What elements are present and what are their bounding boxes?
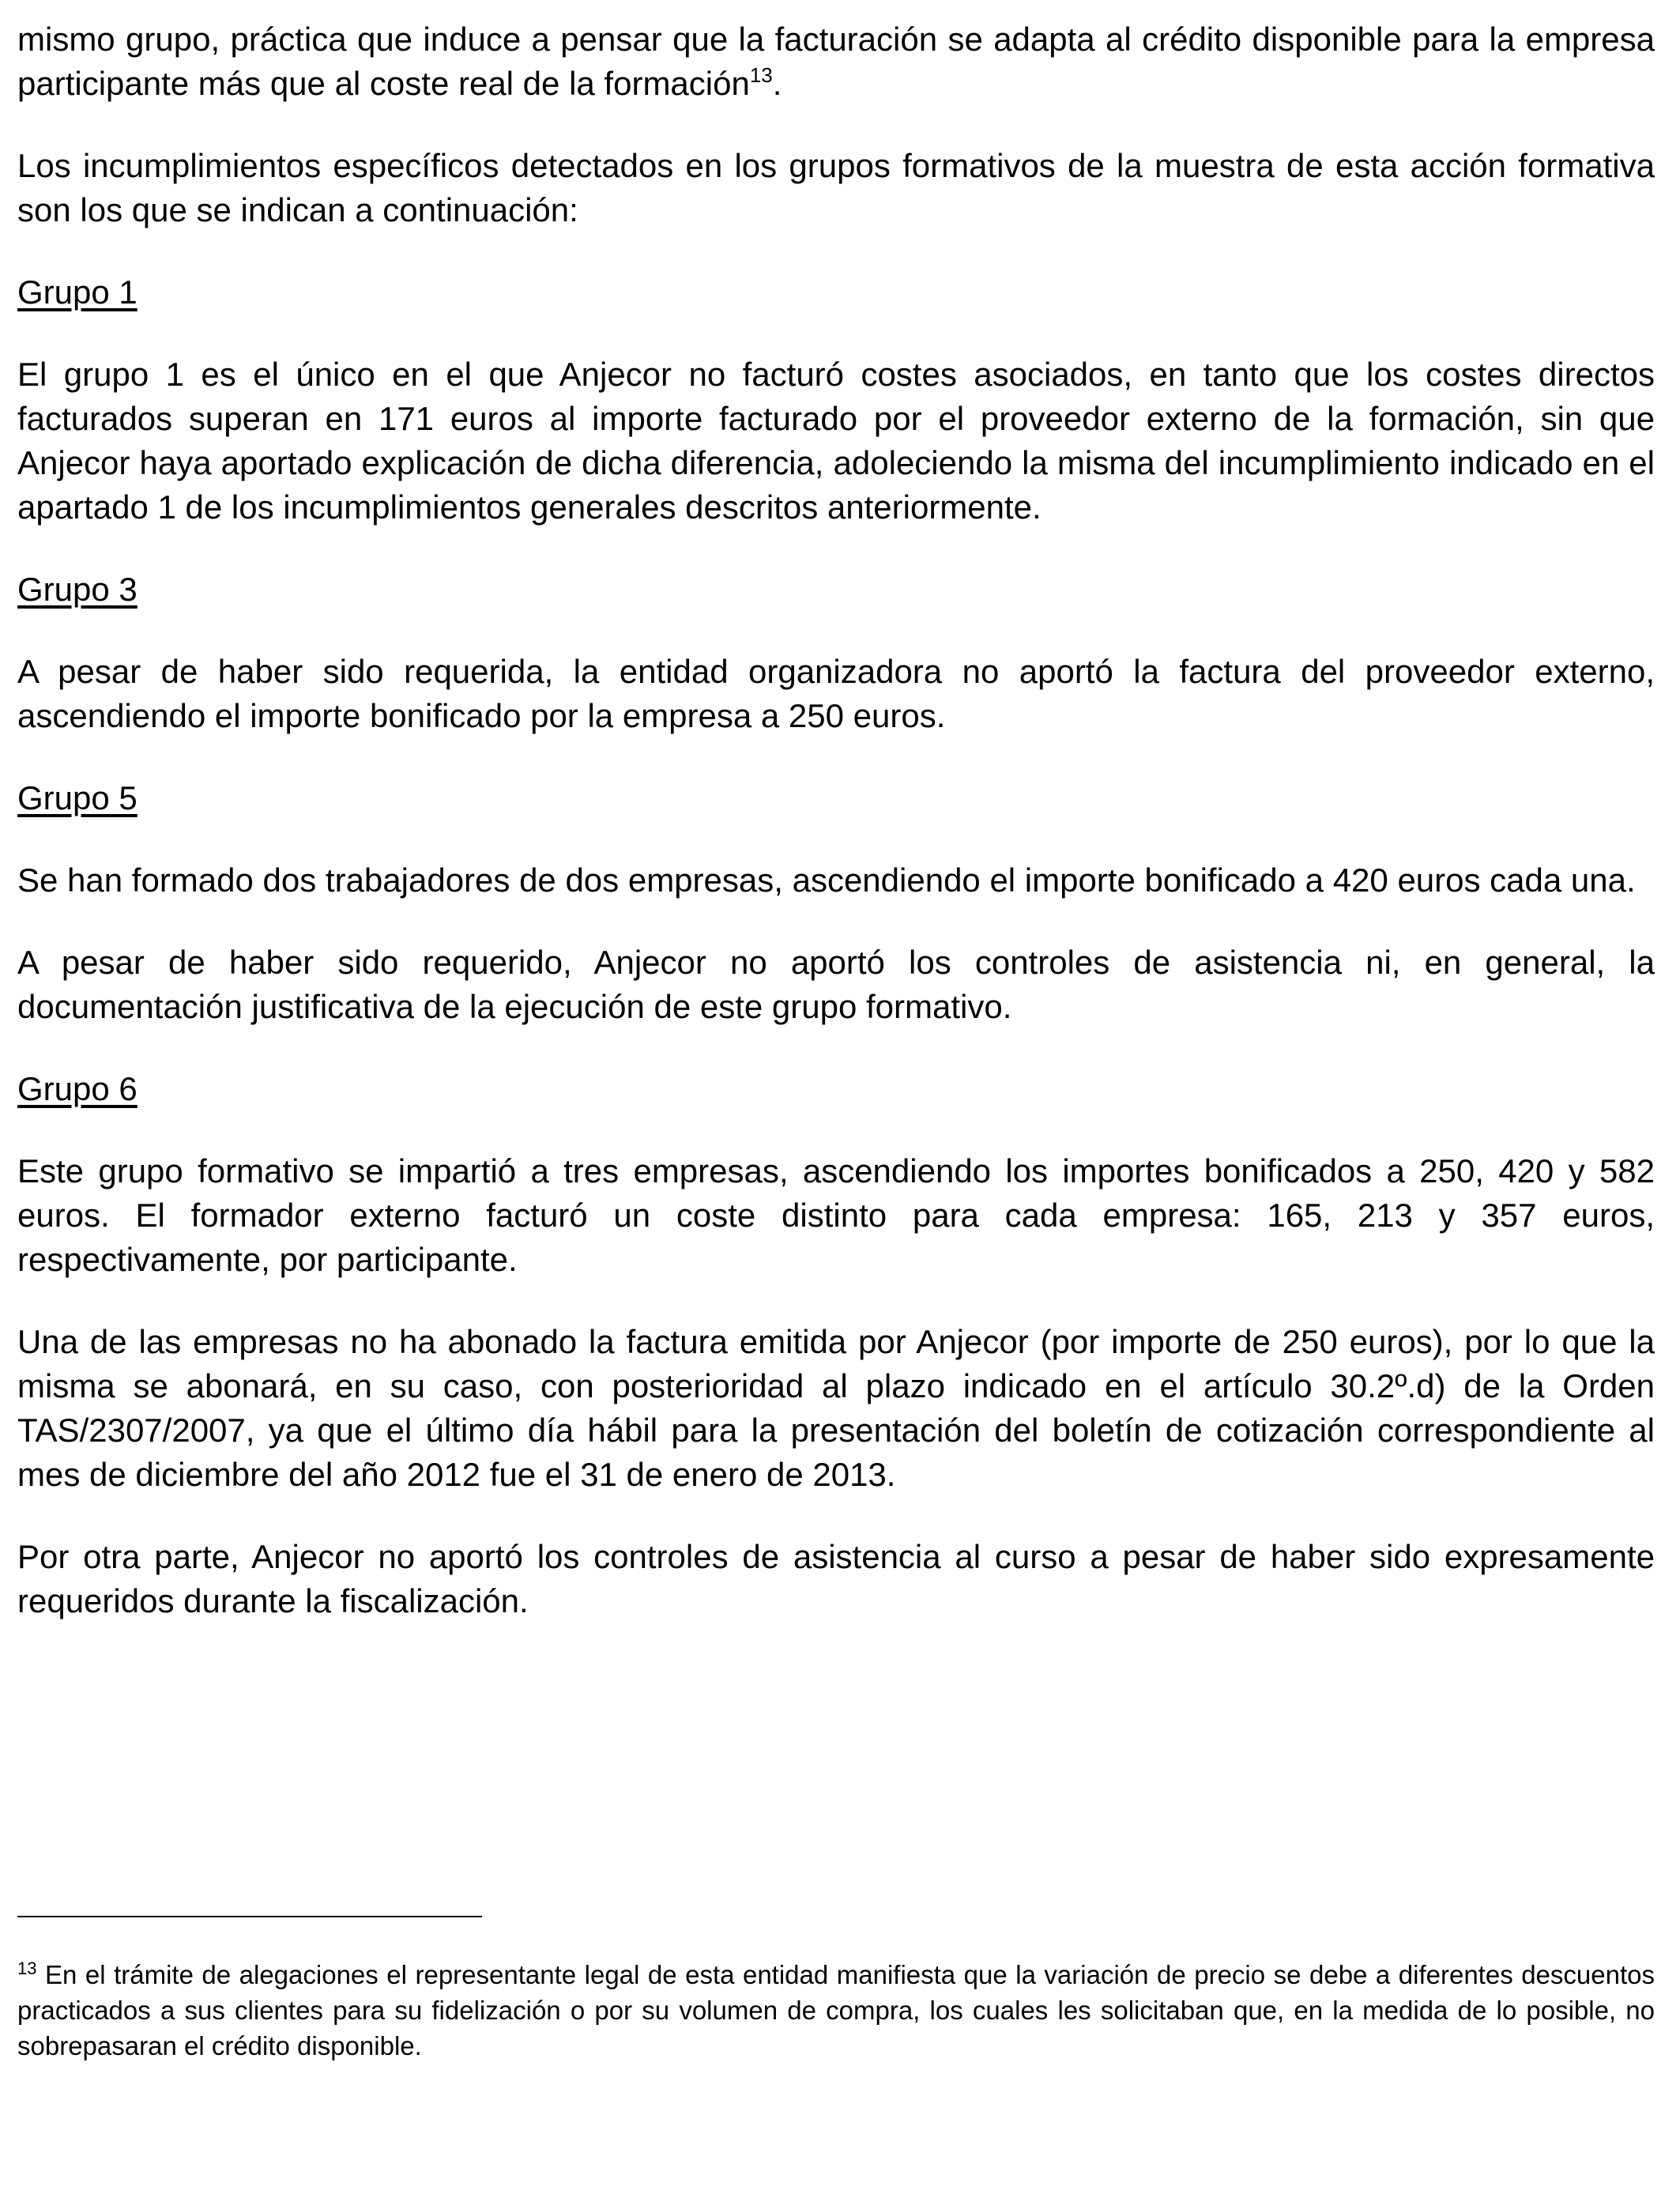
paragraph-grupo-3: A pesar de haber sido requerida, la entidad organizadora no aportó la factura del proveedor externo, ascendiendo el importe bonificado por la empresa a 250 euros. (17, 653, 1655, 734)
document-body (17, 17, 1655, 1661)
footnote-number: 13 (17, 1958, 37, 1978)
footnote-separator (17, 1916, 482, 1917)
paragraph-grupo-6-a: Este grupo formativo se impartió a tres empresas, ascendiendo los importes bonificados a 250, 420 y 582 euros. El formador externo facturó un coste distinto para cada empresa: 165, 213 y 357 euros, respectivamente, por participante. (17, 1152, 1655, 1278)
paragraph-intro (17, 17, 1655, 106)
heading-grupo-5: Grupo 5 (17, 779, 137, 816)
paragraph-grupo-6-b: Una de las empresas no ha abonado la factura emitida por Anjecor (por importe de 250 euros), por lo que la misma se abonará, en su caso, con posterioridad al plazo indicado en el artículo 30.2º.d) de la Orden TAS/2307/2007, ya que el último día hábil para la presentación del boletín de cotización correspondiente al mes de diciembre del año 2012 fue el 31 de enero de 2013. (17, 1323, 1655, 1493)
paragraph-intro-end: . (772, 65, 782, 102)
paragraph-grupo-6-c: Por otra parte, Anjecor no aportó los controles de asistencia al curso a pesar de haber sido expresamente requeridos durante la fiscalización. (17, 1538, 1655, 1619)
paragraph-intro-text: mismo grupo, práctica que induce a pensar que la facturación se adapta al crédito disponible para la empresa participante más que al coste real de la formación (17, 21, 1655, 102)
paragraph-grupo-1: El grupo 1 es el único en el que Anjecor no facturó costes asociados, en tanto que los costes directos facturados superan en 171 euros al importe facturado por el proveedor externo de la formación, sin que Anjecor haya aportado explicación de dicha diferencia, adoleciendo la misma del incumplimiento indicado en el apartado 1 de los incumplimientos generales descritos anteriormente. (17, 356, 1655, 526)
heading-grupo-1: Grupo 1 (17, 273, 137, 311)
heading-grupo-6: Grupo 6 (17, 1070, 137, 1107)
paragraph-grupo-5-b: A pesar de haber sido requerido, Anjecor no aportó los controles de asistencia ni, en general, la documentación justificativa de la ejecución de este grupo formativo. (17, 944, 1655, 1025)
paragraph-incumplimientos: Los incumplimientos específicos detectados en los grupos formativos de la muestra de esta acción formativa son los que se indican a continuación: (17, 147, 1655, 228)
footnote-text: En el trámite de alegaciones el representante legal de esta entidad manifiesta que la variación de precio se debe a diferentes descuentos practicados a sus clientes para su fidelización o por su volumen de compra, los cuales les solicitaban que, en la medida de lo posible, no sobrepasaran el crédito disponible. (17, 1960, 1655, 2060)
heading-grupo-3: Grupo 3 (17, 571, 137, 608)
footnote (17, 1957, 1655, 2064)
paragraph-grupo-5-a: Se han formado dos trabajadores de dos empresas, ascendiendo el importe bonificado a 420 euros cada una. (17, 861, 1636, 899)
footnote-reference: 13 (749, 63, 773, 87)
